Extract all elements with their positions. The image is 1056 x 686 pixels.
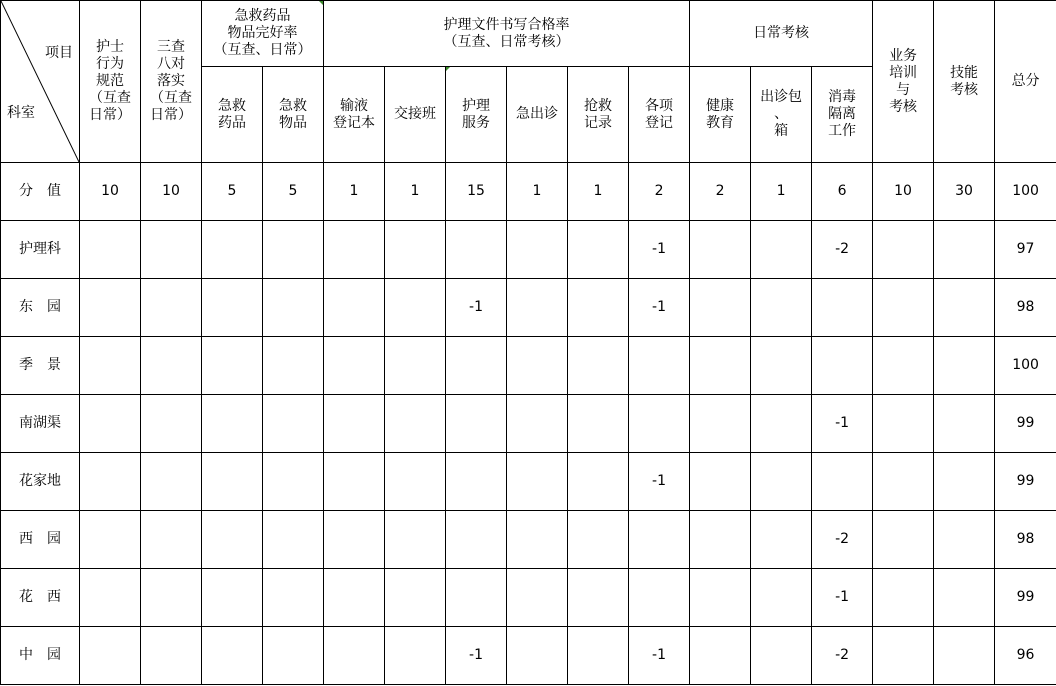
score-cell <box>812 337 873 395</box>
table-row <box>1 279 1056 337</box>
score-cell: -1 <box>629 627 690 685</box>
score-cell <box>141 395 202 453</box>
score-cell <box>690 569 751 627</box>
score-cell <box>202 395 263 453</box>
score-cell <box>812 279 873 337</box>
score-cell <box>507 221 568 279</box>
col-three-check-eight: 三查 八对 落实 （互查 日常） <box>141 1 202 163</box>
score-cell <box>141 221 202 279</box>
col-total: 总分 <box>995 1 1056 163</box>
score-cell: -1 <box>629 279 690 337</box>
score-cell <box>80 279 141 337</box>
diagonal-line <box>1 1 79 162</box>
corner-dept-label: 科室 <box>7 105 35 121</box>
score-cell <box>629 511 690 569</box>
score-cell <box>873 569 934 627</box>
score-cell <box>324 279 385 337</box>
score-cell <box>507 395 568 453</box>
score-cell <box>80 569 141 627</box>
score-cell <box>690 279 751 337</box>
table-row <box>1 221 1056 279</box>
col-emergency-visit: 急出诊 <box>507 67 568 163</box>
score-cell <box>751 279 812 337</box>
score-value: 10 <box>80 163 141 221</box>
table-row <box>1 511 1056 569</box>
score-cell <box>568 569 629 627</box>
total-score-cell: 100 <box>995 337 1056 395</box>
score-cell <box>690 511 751 569</box>
col-emergency-items: 急救 物品 <box>263 67 324 163</box>
score-cell <box>446 221 507 279</box>
score-cell <box>690 453 751 511</box>
score-value: 1 <box>507 163 568 221</box>
score-cell <box>202 453 263 511</box>
score-cell <box>324 221 385 279</box>
score-value: 10 <box>141 163 202 221</box>
total-score-cell: 97 <box>995 221 1056 279</box>
score-cell <box>141 279 202 337</box>
score-cell: -1 <box>629 221 690 279</box>
score-cell <box>263 511 324 569</box>
score-value: 15 <box>446 163 507 221</box>
score-value: 6 <box>812 163 873 221</box>
score-cell: -2 <box>812 627 873 685</box>
score-cell <box>446 337 507 395</box>
total-score-cell: 96 <box>995 627 1056 685</box>
score-cell <box>80 627 141 685</box>
col-handover: 交接班 <box>385 67 446 163</box>
score-cell <box>690 221 751 279</box>
department-name: 南湖渠 <box>1 395 80 453</box>
group-daily-assessment: 日常考核 <box>690 1 873 67</box>
score-value: 1 <box>751 163 812 221</box>
table-row <box>1 395 1056 453</box>
score-cell <box>202 511 263 569</box>
total-score-cell: 98 <box>995 511 1056 569</box>
total-score-cell: 99 <box>995 569 1056 627</box>
score-value: 1 <box>568 163 629 221</box>
score-cell <box>385 221 446 279</box>
score-cell <box>690 337 751 395</box>
score-value: 30 <box>934 163 995 221</box>
score-cell <box>507 511 568 569</box>
score-cell <box>446 511 507 569</box>
col-skills: 技能 考核 <box>934 1 995 163</box>
table-row <box>1 453 1056 511</box>
department-name: 护理科 <box>1 221 80 279</box>
corner-project-label: 项目 <box>45 45 73 61</box>
score-cell <box>202 221 263 279</box>
score-cell <box>690 395 751 453</box>
score-cell <box>385 511 446 569</box>
score-cell <box>202 279 263 337</box>
score-cell <box>629 395 690 453</box>
score-cell <box>80 453 141 511</box>
score-value: 1 <box>324 163 385 221</box>
score-cell <box>324 511 385 569</box>
score-cell <box>80 395 141 453</box>
score-cell <box>385 279 446 337</box>
score-cell <box>141 511 202 569</box>
score-cell <box>324 453 385 511</box>
score-cell <box>873 627 934 685</box>
score-cell <box>263 337 324 395</box>
score-cell <box>263 395 324 453</box>
score-cell <box>80 221 141 279</box>
score-cell <box>324 627 385 685</box>
score-cell: -1 <box>812 395 873 453</box>
score-cell <box>385 453 446 511</box>
score-cell <box>263 453 324 511</box>
score-cell <box>751 569 812 627</box>
score-cell <box>324 337 385 395</box>
score-cell <box>934 511 995 569</box>
score-value: 1 <box>385 163 446 221</box>
score-cell <box>568 511 629 569</box>
table-row <box>1 569 1056 627</box>
score-cell <box>202 627 263 685</box>
col-disinfection: 消毒 隔离 工作 <box>812 67 873 163</box>
department-name: 中 园 <box>1 627 80 685</box>
col-health-education: 健康 教育 <box>690 67 751 163</box>
score-cell <box>568 221 629 279</box>
score-cell: -1 <box>446 279 507 337</box>
score-cell <box>507 627 568 685</box>
score-cell <box>385 395 446 453</box>
col-training: 业务 培训 与 考核 <box>873 1 934 163</box>
score-cell: -2 <box>812 221 873 279</box>
score-cell <box>446 569 507 627</box>
score-cell <box>80 337 141 395</box>
score-cell <box>873 453 934 511</box>
score-cell <box>934 569 995 627</box>
score-cell <box>141 569 202 627</box>
score-cell <box>446 395 507 453</box>
score-cell <box>385 569 446 627</box>
score-cell <box>873 279 934 337</box>
score-cell <box>141 453 202 511</box>
score-cell <box>873 395 934 453</box>
table-row <box>1 627 1056 685</box>
score-cell <box>385 337 446 395</box>
score-cell <box>934 221 995 279</box>
table-row <box>1 337 1056 395</box>
score-value: 10 <box>873 163 934 221</box>
score-cell: -1 <box>812 569 873 627</box>
department-name: 东 园 <box>1 279 80 337</box>
score-cell <box>751 395 812 453</box>
score-cell <box>934 337 995 395</box>
score-cell <box>263 569 324 627</box>
col-emergency-drugs: 急救 药品 <box>202 67 263 163</box>
score-cell <box>934 279 995 337</box>
score-cell <box>507 279 568 337</box>
score-cell <box>873 337 934 395</box>
score-cell <box>568 279 629 337</box>
col-nurse-behavior: 护士 行为 规范 （互查 日常） <box>80 1 141 163</box>
score-cell <box>263 221 324 279</box>
score-cell <box>80 511 141 569</box>
score-cell <box>568 453 629 511</box>
department-name: 花家地 <box>1 453 80 511</box>
col-outcall-bag: 出诊包 、 箱 <box>751 67 812 163</box>
score-cell: -2 <box>812 511 873 569</box>
score-cell <box>507 453 568 511</box>
score-value: 5 <box>202 163 263 221</box>
score-cell <box>141 337 202 395</box>
total-score-cell: 98 <box>995 279 1056 337</box>
score-cell <box>873 221 934 279</box>
header-row-1 <box>1 1 1056 67</box>
total-score-cell: 99 <box>995 395 1056 453</box>
score-cell <box>751 337 812 395</box>
score-cell: -1 <box>629 453 690 511</box>
col-various-register: 各项 登记 <box>629 67 690 163</box>
score-value: 2 <box>690 163 751 221</box>
score-cell <box>934 453 995 511</box>
score-cell <box>568 337 629 395</box>
score-cell <box>751 627 812 685</box>
score-cell <box>934 627 995 685</box>
department-name: 西 园 <box>1 511 80 569</box>
score-row-label: 分 值 <box>1 163 80 221</box>
score-cell <box>934 395 995 453</box>
score-value: 100 <box>995 163 1056 221</box>
score-cell <box>751 511 812 569</box>
score-cell <box>263 627 324 685</box>
score-cell: -1 <box>446 627 507 685</box>
group-nursing-documents: 护理文件书写合格率 （互查、日常考核） <box>324 1 690 67</box>
score-cell <box>629 569 690 627</box>
score-cell <box>751 221 812 279</box>
department-name: 花 西 <box>1 569 80 627</box>
score-cell <box>507 337 568 395</box>
score-cell <box>812 453 873 511</box>
score-value: 2 <box>629 163 690 221</box>
score-cell <box>568 395 629 453</box>
score-cell <box>507 569 568 627</box>
score-cell <box>263 279 324 337</box>
score-cell <box>873 511 934 569</box>
corner-cell <box>1 1 80 163</box>
score-cell <box>202 569 263 627</box>
score-cell <box>568 627 629 685</box>
col-infusion-register: 输液 登记本 <box>324 67 385 163</box>
total-score-cell: 99 <box>995 453 1056 511</box>
col-rescue-record: 抢救 记录 <box>568 67 629 163</box>
score-value: 5 <box>263 163 324 221</box>
group-emergency-supplies: 急救药品 物品完好率 （互查、日常） <box>202 1 324 67</box>
col-nursing-service: 护理 服务 <box>446 67 507 163</box>
score-cell <box>629 337 690 395</box>
score-cell <box>202 337 263 395</box>
score-cell <box>446 453 507 511</box>
score-cell <box>324 569 385 627</box>
score-cell <box>141 627 202 685</box>
score-cell <box>690 627 751 685</box>
score-row <box>1 163 1056 221</box>
department-name: 季 景 <box>1 337 80 395</box>
score-cell <box>324 395 385 453</box>
score-cell <box>385 627 446 685</box>
score-cell <box>751 453 812 511</box>
